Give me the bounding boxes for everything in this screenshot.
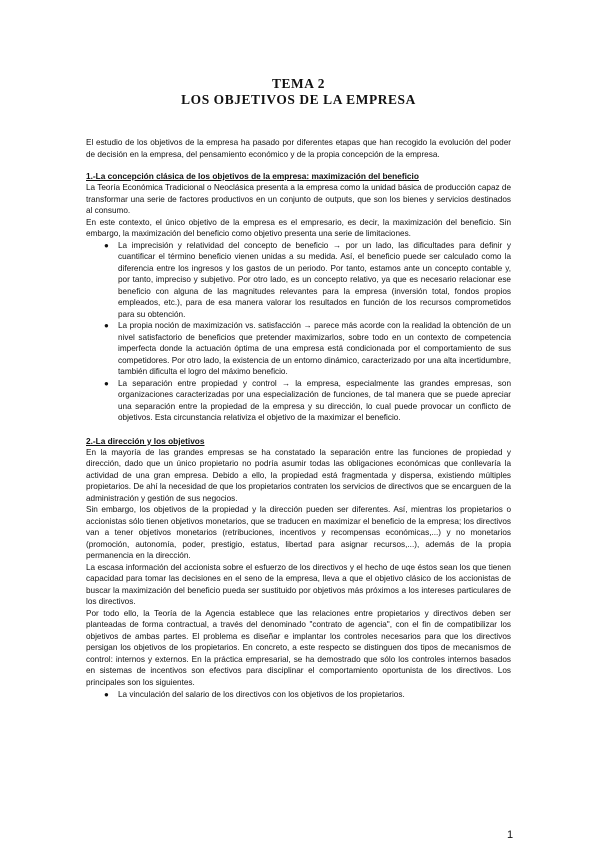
list-item-text: La separación entre propiedad y control → la empresa, especialmente las grandes empresas, son organizaciones caracterizadas por una especialización de funciones, de tal manera que se puede apreciar una separación entre la propiedad de la empresa y su dirección, lo cual puede provocar un conflicto de objetivos. Esta circunstancia relativiza el objetivo de la maximizar el beneficio. [118,378,511,422]
section-2-paragraph-2: Sin embargo, los objetivos de la propiedad y la dirección pueden ser diferentes. Así, mientras los propietarios o accionistas sólo tienen objetivos monetarios, que se traducen en maximizar el beneficio de la empresa; los directivos van a tener objetivos monetarios (retribuciones, incentivos y recompensas económicas,...) y no monetarios (promoción, autonomía, poder, prestigio, estatus, libertad para asignar recursos,...), además de la propia permanencia en la dirección. [86,505,511,560]
section-1-paragraph-1: La Teoría Económica Tradicional o Neoclásica presenta a la empresa como la unidad básica de producción capaz de transformar una serie de factores productivos en un conjunto de outputs, que son los bienes y servicios destinados al consumo. [86,183,511,215]
bullet-icon: ● [104,378,109,388]
section-2-paragraph-3: La escasa información del accionista sobre el esfuerzo de los directivos y el hecho de uqe éstos sean los que tienen capacidad para tomar las decisiones en el seno de la empresa, lleva a que el objetivo clásico de los accionistas de buscar la maximización del beneficio pueda ser sustituido por objetivos más próximos a los intereses particulares de los directivos. [86,562,511,606]
list-item [104,320,511,378]
list-item-text: La imprecisión y relatividad del concepto de beneficio → por un lado, las dificultades para definir y cuantificar el término beneficio vienen unidas a su medida. Así, el beneficio puede ser calculado como la diferencia entre los ingresos y los gastos de un periodo. Por tanto, estamos ante un concepto contable y, por tanto, impreciso y subjetivo. Por otro lado, es un concepto relativo, ya que es necesario relacionar ese beneficio con alguna de las magnitudes relevantes para la empresa (inversión total, fondos propios empleados, etc.), para de esa manera valorar los resultados en función de los recursos comprometidos para su obtención. [118,240,511,319]
list-item-text: La propia noción de maximización vs. satisfacción → parece más acorde con la realidad la obtención de un nivel satisfactorio de beneficios que pretender maximizarlos, sobre todo en un contexto de competencia imperfecta donde la actuación óptima de una empresa está condicionada por el comportamiento de sus competidores. Por otro lado, la existencia de un entorno dinámico, caracterizado por una alta incertidumbre, también dificulta el logro del máximo beneficio. [118,321,511,376]
bullet-icon: ● [104,240,109,250]
section-2-heading: 2.-La dirección y los objetivos [86,435,205,446]
section-2-paragraph-1: En la mayoría de las grandes empresas se ha constatado la separación entre las funciones de propiedad y dirección, dado que un único propietario no podría asumir todas las obligaciones económicas que conllevaría la actividad de una gran empresa. Debido a ello, la propiedad está fragmentada y dispersa, existiendo múltiples propietarios. De ahí la necesidad de que los propietarios contraten los servicios de directivos que se encarguen de la administración y gestión de sus negocios. [86,447,511,503]
section-1-paragraph-2: En este contexto, el único objetivo de la empresa es el empresario, es decir, la maximización del beneficio. Sin embargo, la maximización del beneficio como objetivo presenta una serie de limitaciones. [86,217,511,238]
list-item-text: La vinculación del salario de los directivos con los objetivos de los propietarios. [118,690,405,699]
chapter-number: TEMA 2 [271,76,326,91]
section-1-bullet-list [86,240,511,424]
list-item [104,378,511,424]
section-1-heading: 1.-La concepción clásica de los objetivos de la empresa: maximización del beneficio [86,171,419,181]
page-number: 1 [507,829,514,841]
intro-paragraph: El estudio de los objetivos de la empresa ha pasado por diferentes etapas que han recogido la evolución del poder de decisión en la empresa, del pensamiento económico y de la propia concepción de la empresa. [86,138,511,159]
section-2-bullet-list [86,689,511,701]
bullet-icon: ● [104,321,109,330]
bullet-icon: ● [104,690,109,699]
section-2-paragraph-4: Por todo ello, la Teoría de la Agencia establece que las relaciones entre propietarios y directivos deben ser planteadas de forma contractual, a través del denominado "contrato de agencia", con el fin de compatibilizar los objetivos de ambas partes. El problema es diseñar e implantar los controles necesarios para que los directivos persigan los objetivos de los propietarios. En concreto, a este respecto se distinguen dos tipos de mecanismos de control: internos y externos. En la práctica empresarial, se ha demostrado que sólo los controles internos basados en sistemas de incentivos son efectivos para disciplinar el comportamiento oportunista de los directivos. Los principales son los siguientes. [86,608,511,687]
list-item [104,689,511,701]
chapter-title: LOS OBJETIVOS DE LA EMPRESA [181,92,416,107]
list-item [104,240,511,321]
